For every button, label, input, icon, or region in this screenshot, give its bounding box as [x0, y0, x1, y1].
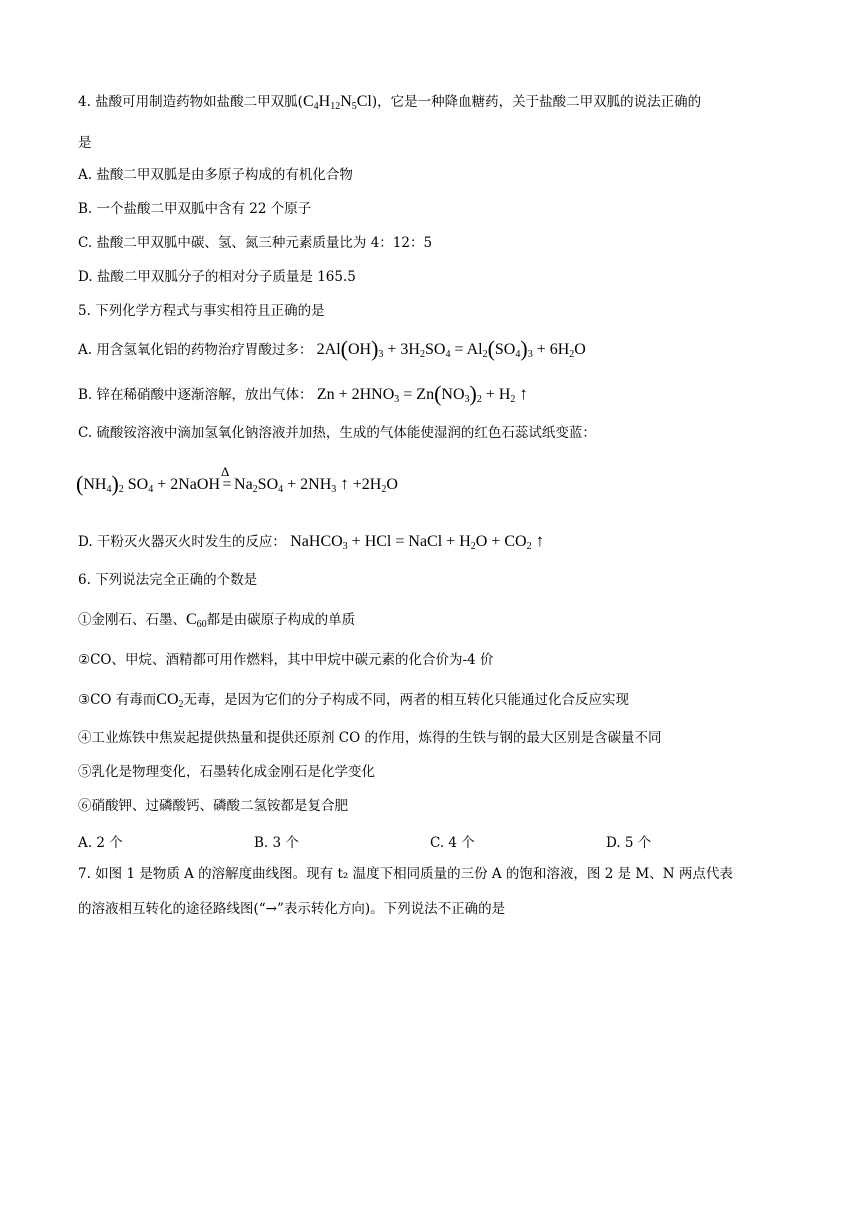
- q6-option-d: D. 5 个: [606, 835, 652, 851]
- q4-stem-line: [78, 92, 790, 112]
- q4-formula: $C_4H_{12}N_5Cl$: [302, 93, 372, 112]
- c60-formula: $C_{60}$: [186, 611, 207, 630]
- q5-option-d: [78, 531, 790, 552]
- q6-statement-6: ⑥硝酸钾、过磷酸钙、磷酸二氢铵都是复合肥: [78, 798, 348, 814]
- q5-option-c: C. 硫酸铵溶液中滴加氢氧化钠溶液并加热，生成的气体能使湿润的红色石蕊试纸变蓝：: [78, 425, 596, 441]
- q5-stem: 5. 下列化学方程式与事实相符且正确的是: [78, 303, 325, 319]
- q5-option-c-equation-line: [76, 464, 790, 496]
- q6-option-b: B. 3 个: [254, 835, 299, 851]
- q7-stem-line-2: 的溶液相互转化的途径路线图(“→”表示转化方向)。下列说法不正确的是: [78, 901, 506, 917]
- co2-formula: $CO_2$: [156, 691, 184, 710]
- q5-option-a-equation: $2Al(OH)_3 + 3H_2SO_4 = Al_2(SO_4)_3 + 6H_2O$: [316, 336, 586, 361]
- q4-option-a: A. 盐酸二甲双胍是由多原子构成的有机化合物: [78, 167, 353, 183]
- q6-option-c: C. 4 个: [430, 835, 475, 851]
- q5-option-b-equation: $Zn + 2HNO_3 = Zn(NO_3)_2 + H_2$ ↑: [316, 381, 528, 406]
- q6-statement-4: ④工业炼铁中焦炭起提供热量和提供还原剂 CO 的作用，炼得的生铁与钢的最大区别是含碳量不同: [78, 730, 662, 746]
- q6-statement-3: ③CO 有毒而$CO_2$无毒，是因为它们的分子构成不同，两者的相互转化只能通过化合反应实现: [78, 691, 630, 710]
- q6-statement-5: ⑤乳化是物理变化，石墨转化成金刚石是化学变化: [78, 764, 375, 780]
- q4-stem-start: 4. 盐酸可用制造药物如盐酸二甲双胍(: [78, 94, 303, 110]
- q5-option-a-text: A. 用含氢氧化铝的药物治疗胃酸过多：: [78, 342, 313, 358]
- q4-stem-line-2: 是: [78, 135, 92, 151]
- q4-option-d: D. 盐酸二甲双胍分子的相对分子质量是 165.5: [78, 269, 356, 285]
- q4-stem-end: )，它是一种降血糖药，关于盐酸二甲双胍的说法正确的: [371, 94, 702, 110]
- q5-option-b: [78, 381, 790, 406]
- q5-option-b-text: B. 锌在稀硝酸中逐渐溶解，放出气体：: [78, 387, 313, 403]
- q6-statement-2: ②CO、甲烷、酒精都可用作燃料，其中甲烷中碳元素的化合价为-4 价: [78, 652, 494, 668]
- q6-option-a: A. 2 个: [78, 835, 123, 851]
- q4-option-c: C. 盐酸二甲双胍中碳、氢、氮三种元素质量比为 4：12：5: [78, 235, 433, 251]
- q7-stem-line-1: 7. 如图 1 是物质 A 的溶解度曲线图。现有 t₂ 温度下相同质量的三份 A 的饱和溶液，图 2 是 M、N 两点代表: [78, 866, 733, 882]
- heat-delta-symbol: Δ: [221, 464, 230, 479]
- q6-stem: 6. 下列说法完全正确的个数是: [78, 572, 258, 588]
- q5-option-d-text: D. 干粉灭火器灭火时发生的反应：: [78, 534, 286, 550]
- q4-option-b: B. 一个盐酸二甲双胍中含有 22 个原子: [78, 201, 312, 217]
- q5-option-d-equation: NaHCO$_3$ + HCl = NaCl + $H_2O + CO_2$ ↑: [290, 531, 545, 552]
- q5-option-a: [78, 336, 790, 361]
- q5-option-c-equation: $(NH_4)_2$ $SO_4$ + 2NaOH Δ = $Na_2SO_4 + 2NH_3$ ↑ $+2H_2O$: [76, 464, 398, 496]
- q6-statement-1: ①金刚石、石墨、$C_{60}$都是由碳原子构成的单质: [78, 611, 356, 630]
